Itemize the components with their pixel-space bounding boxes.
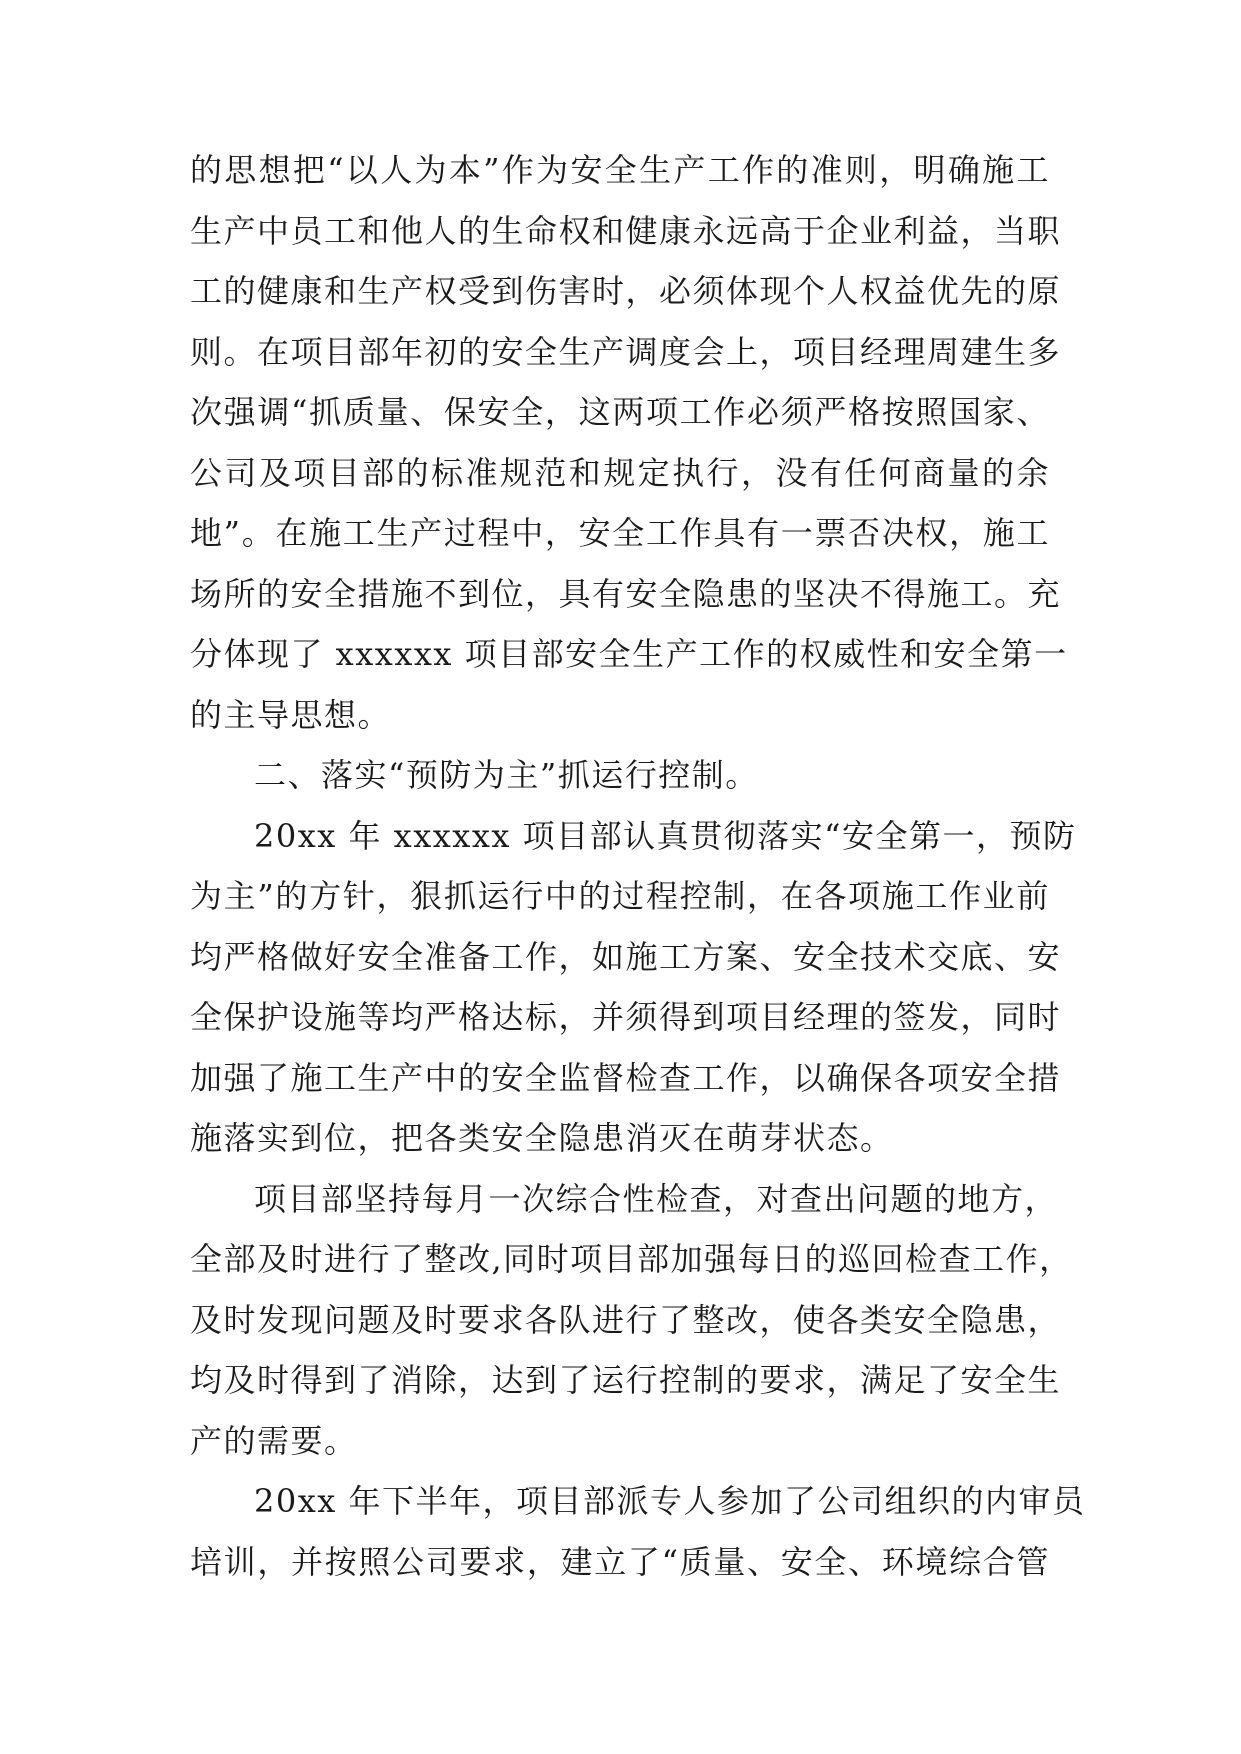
text-line: 场所的安全措施不到位，具有安全隐患的坚决不得施工。充 <box>190 574 1062 613</box>
text-line: 的主导思想。 <box>190 695 392 734</box>
document-body <box>190 140 1086 1592</box>
paragraph-1 <box>190 140 1068 745</box>
text-line: 施落实到位，把各类安全隐患消灭在萌芽状态。 <box>190 1119 894 1157</box>
text-line: 工的健康和生产权受到伤害时，必须体现个人权益优先的原 <box>190 272 1062 310</box>
paragraph-5 <box>190 1471 1086 1592</box>
text-line: 的思想把“以人为本”作为安全生产工作的准则，明确施工 <box>190 151 1050 189</box>
text-line: 20xx 年下半年，项目部派专人参加了公司组织的内审员 <box>254 1482 1086 1520</box>
text-line: 产的需要。 <box>190 1421 358 1460</box>
text-line: 项目部坚持每月一次综合性检查，对查出问题的地方， <box>254 1179 1059 1218</box>
text-line: 均及时得到了消除，达到了运行控制的要求，满足了安全生 <box>190 1361 1062 1399</box>
text-line: 及时发现问题及时要求各队进行了整改，使各类安全隐患， <box>190 1300 1062 1339</box>
paragraph-3 <box>190 806 1077 1169</box>
text-line: 均严格做好安全准备工作，如施工方案、安全技术交底、安 <box>190 937 1062 976</box>
paragraph-4 <box>190 1169 1073 1472</box>
heading-text: 二、落实“预防为主”抓运行控制。 <box>254 756 759 794</box>
section-heading <box>190 745 1050 806</box>
text-line: 地”。在施工生产过程中，安全工作具有一票否决权，施工 <box>190 514 1050 552</box>
text-line: 分体现了 xxxxxx 项目部安全生产工作的权威性和安全第一 <box>190 635 1068 673</box>
text-line: 则。在项目部年初的安全生产调度会上，项目经理周建生多 <box>190 332 1062 371</box>
text-line: 公司及项目部的标准规范和规定执行，没有任何商量的余 <box>190 453 1050 492</box>
text-line: 为主”的方针，狠抓运行中的过程控制，在各项施工作业前 <box>190 877 1050 915</box>
text-line: 培训，并按照公司要求，建立了“质量、安全、环境综合管 <box>190 1542 1050 1581</box>
text-line: 全部及时进行了整改,同时项目部加强每日的巡回检查工作， <box>190 1240 1073 1278</box>
text-line: 全保护设施等均严格达标，并须得到项目经理的签发，同时 <box>190 998 1062 1036</box>
text-line: 加强了施工生产中的安全监督检查工作，以确保各项安全措 <box>190 1058 1062 1097</box>
text-line: 次强调“抓质量、保安全，这两项工作必须严格按照国家、 <box>190 393 1050 431</box>
text-line: 生产中员工和他人的生命权和健康永远高于企业利益，当职 <box>190 211 1062 250</box>
text-line: 20xx 年 xxxxxx 项目部认真贯彻落实“安全第一，预防 <box>254 816 1077 855</box>
